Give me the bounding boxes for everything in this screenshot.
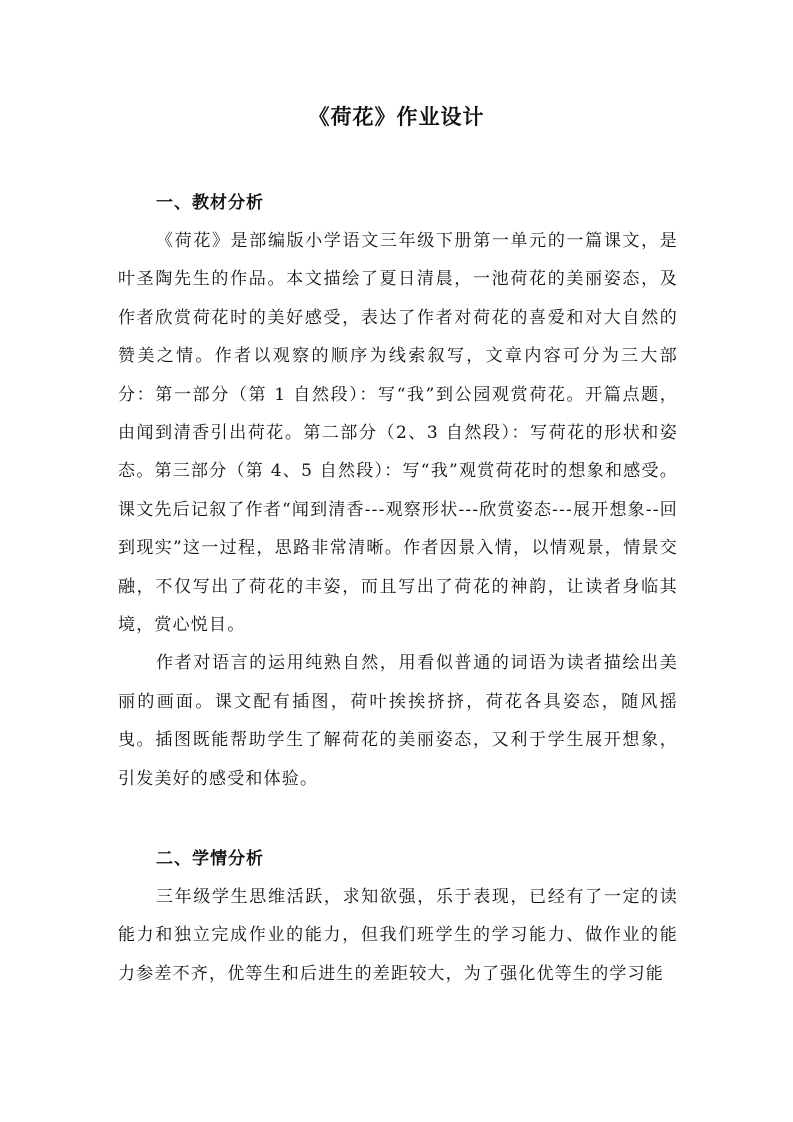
section-heading: 二、学情分析	[156, 849, 264, 869]
paragraph: 《荷花》是部编版小学语文三年级下册第一单元的一篇课文，是叶圣陶先生的作品。本文描绘了夏日清晨，一池荷花的美丽姿态，及作者欣赏荷花时的美好感受，表达了作者对荷花的喜爱和对大自然的赞美之情。作者以观察的顺序为线索叙写，文章内容可分为三大部分：第一部分（第 1 自然段）：写“我”到公园观赏荷花。开篇点题，由闻到清香引出荷花。第二部分（2、3 自然段）：写荷花的形状和姿态。第三部分（第 4、5 自然段）：写“我”观赏荷花时的想象和感受。课文先后记叙了作者“闻到清香---观察形状---欣赏姿态---展开想象--回到现实”这一过程，思路非常清晰。作者因景入情，以情观景，情景交融，不仅写出了荷花的丰姿，而且写出了荷花的神韵，让读者身临其境，赏心悦目。	[118, 231, 678, 636]
document-title: 《荷花》作业设计	[308, 104, 485, 129]
section-heading: 一、教材分析	[156, 193, 264, 213]
section-textbook-analysis	[118, 184, 678, 798]
paragraph: 作者对语言的运用纯熟自然，用看似普通的词语为读者描绘出美丽的画面。课文配有插图，荷叶挨挨挤挤，荷花各具姿态，随风摇曳。插图既能帮助学生了解荷花的美丽姿态，又利于学生展开想象，引发美好的感受和体验。	[118, 653, 678, 789]
section-student-analysis	[118, 840, 678, 993]
paragraph: 三年级学生思维活跃，求知欲强，乐于表现，已经有了一定的读能力和独立完成作业的能力，但我们班学生的学习能力、做作业的能力参差不齐，优等生和后进生的差距较大，为了强化优等生的学习能	[118, 887, 678, 984]
